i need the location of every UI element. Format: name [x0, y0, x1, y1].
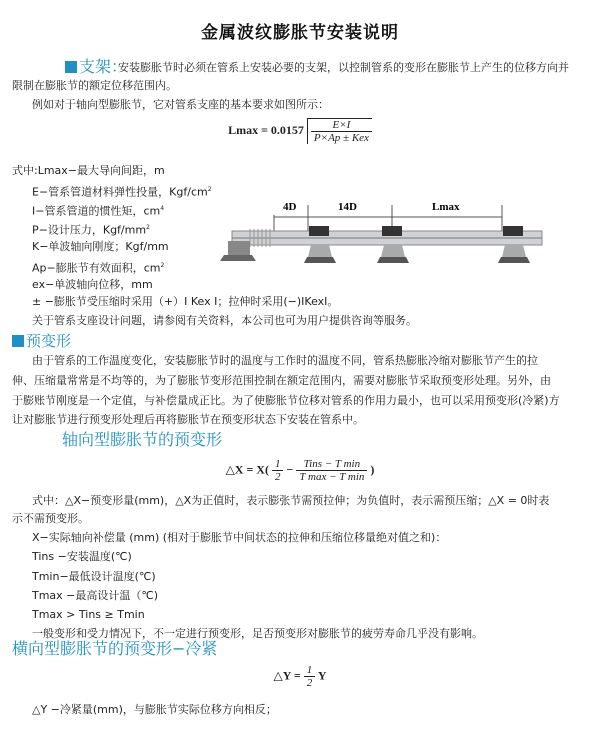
formula-rhs: Y — [317, 668, 327, 683]
formula-rhs: ) — [370, 462, 375, 477]
heading-text: 预变形 — [26, 332, 72, 350]
legend-line — [32, 183, 212, 200]
page-title: 金属波纹膨胀节安装说明 — [201, 23, 399, 43]
label-14d: 14D — [338, 201, 357, 213]
square-bullet-icon — [65, 61, 77, 73]
section-heading-axial: 轴向型膨胀节的预变形 — [62, 430, 223, 449]
superscript: 2 — [160, 262, 165, 269]
base — [220, 255, 256, 261]
square-bullet-icon — [12, 335, 24, 347]
formula-denominator: 2 — [274, 471, 281, 483]
paragraph-line: 例如对于轴向型膨胀节，它对管系支座的基本要求如图所示： — [32, 98, 329, 111]
legend-line: 关于管系支座设计问题，请参阅有关资料，本公司也可为用户提供咨询等服务。 — [32, 314, 417, 327]
legend-line — [32, 259, 164, 276]
formula-numerator: 1 — [272, 458, 284, 471]
legend-text: E−管系管道材料弹性投量，Kgf/cm — [32, 185, 208, 199]
paragraph-line: Tmax −最高设计温（℃) — [32, 589, 159, 602]
superscript: 2 — [207, 186, 212, 193]
section-heading-predeform — [12, 332, 71, 350]
label-4d: 4D — [283, 201, 297, 213]
legend-text: Ap−膨胀节有效面积，cm — [32, 261, 161, 275]
formula-lhs: △X = X( — [225, 462, 269, 477]
superscript: 4 — [160, 205, 165, 212]
section-heading-lateral: 横向型膨胀节的预变形−冷紧 — [12, 639, 218, 658]
formula-numerator: E×I — [311, 119, 372, 132]
legend-line: 式中:Lmax−最大导向间距，m — [12, 164, 165, 177]
legend-line — [32, 221, 150, 238]
formula-delta-x — [0, 458, 600, 483]
paragraph-line: Tmax > Tins ≥ Tmin — [32, 608, 145, 621]
formula-numerator: Tins − T min — [296, 458, 367, 471]
paragraph-line: 限制在膨胀节的额定位移范围内。 — [12, 79, 177, 92]
heading-text: 支架： — [79, 57, 128, 76]
legend-line: ex−单波轴向位移，mm — [32, 278, 153, 291]
paragraph-line: 安装膨胀节时必须在管系上安装必要的支架，以控制管系的变形在膨胀节上产生的位移方向并 — [118, 61, 569, 74]
paragraph-line: 式中：△X−预变形量(mm)，△X为正值时，表示膨张节需预拉伸；为负值时，表示需预压缩；△X = 0时表 — [32, 494, 550, 507]
legend-line: K−单波轴向刚度；Kgf/mm — [32, 240, 169, 253]
paragraph-line: 一般变形和受力情况下，不一定进行预变形，足否预变形对膨胀节的疲劳寿命几乎没有影响。 — [32, 627, 483, 640]
legend-text: I−管系管道的惯性矩，cm — [32, 204, 161, 218]
support-diagram — [220, 195, 560, 275]
formula-lhs: △Y = — [273, 668, 301, 683]
formula-lhs: Lmax = 0.0157 — [228, 122, 304, 137]
paragraph-line: 由于管系的工作温度变化，安装膨胀节时的温度与工作时的温度不同，管系热膨胀冷缩对膨胀节产生的拉 — [32, 354, 538, 367]
paragraph-line: 伸、压缩量常常是不均等的，为了膨胀节变形范围控制在额定范围内，需要对膨胀节采取预变形处理。另外，由 — [12, 374, 551, 387]
legend-line — [32, 202, 164, 219]
formula-denominator: 2 — [306, 677, 313, 689]
paragraph-line: 让对膨胀节进行预变形处理后再将膨胀节在预变形状态下安装在管系中。 — [12, 413, 364, 426]
paragraph-line: X−实际轴向补偿量 (mm) (相对于膨胀节中间状态的拉伸和压缩位移量绝对值之和)： — [32, 531, 447, 544]
legend-line: ± −膨胀节受压缩时采用（+）I Kex I；拉伸时采用(−)IKexI。 — [32, 295, 339, 308]
superscript: 2 — [146, 224, 150, 231]
paragraph-line: 于膨账节刚度是一个定值，与补偿量成正比。为了使膨胀节位移对管系的作用力最小，也可以采用预变形(冷紧)方 — [12, 394, 560, 407]
formula-lmax — [0, 118, 600, 144]
sqrt-symbol — [307, 118, 372, 144]
anchor-support — [228, 241, 250, 255]
paragraph-line: Tins −安装温度(℃) — [32, 550, 132, 563]
label-lmax: Lmax — [432, 201, 460, 213]
formula-operator: − — [286, 462, 294, 477]
formula-delta-y — [0, 664, 600, 689]
paragraph-line: △Y −冷紧量(mm)，与膨胀节实际位移方向相反； — [32, 703, 277, 716]
formula-denominator: P×Ap ± Kex — [313, 132, 369, 144]
paragraph-line: Tmin−最低设计温度(℃) — [32, 570, 156, 583]
paragraph-line: 示不需预变形。 — [12, 512, 89, 525]
formula-denominator: T max − T min — [299, 471, 365, 483]
legend-text: P−设计压力，Kgf/mm — [32, 223, 147, 237]
formula-numerator: 1 — [304, 664, 316, 677]
